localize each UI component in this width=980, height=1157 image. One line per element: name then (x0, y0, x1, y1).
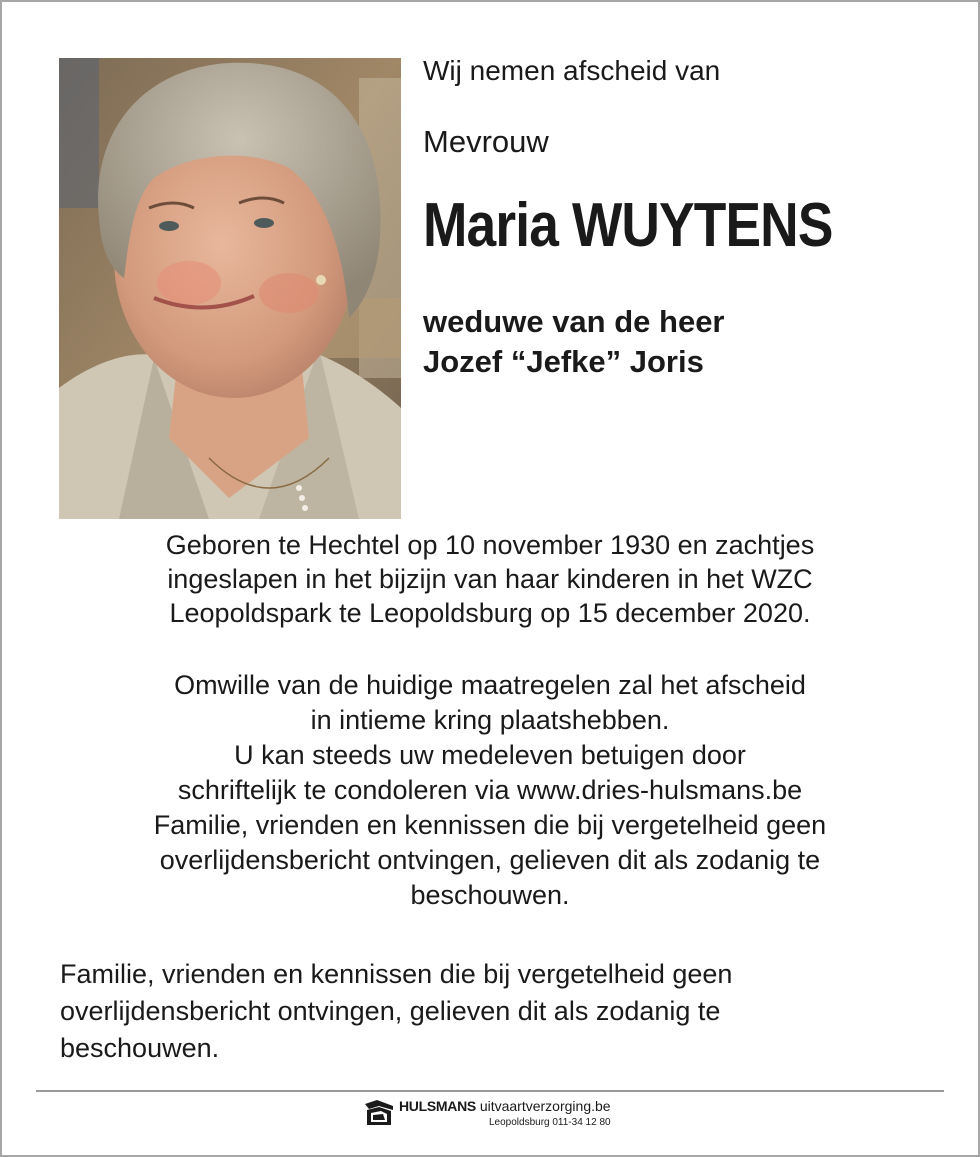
deceased-name: Maria WUYTENS (423, 191, 833, 260)
footer (363, 1098, 611, 1134)
text-line: U kan steeds uw medeleven betuigen door (234, 740, 746, 770)
footer-address: Leopoldsburg 011-34 12 80 (488, 1117, 611, 1128)
text-line: in intieme kring plaatshebben. (310, 705, 670, 735)
text-line: Familie, vrienden en kennissen die bij vergetelheid geen (153, 810, 827, 840)
footer-divider (36, 1090, 944, 1092)
text-line: overlijdensbericht ontvingen, gelieven dit als zodanig te (60, 996, 721, 1026)
text-line: Familie, vrienden en kennissen die bij vergetelheid geen (60, 959, 733, 989)
closing-paragraph (60, 956, 920, 1067)
intro-text: Wij nemen afscheid van (423, 55, 721, 86)
website-link[interactable]: uitvaartverzorging.be (479, 1098, 611, 1114)
text-line: beschouwen. (410, 880, 570, 910)
text-line: schriftelijk te condoleren via www.dries-hulsmans.be (177, 775, 803, 805)
text-line: Leopoldspark te Leopoldsburg op 15 december 2020. (169, 598, 811, 628)
portrait-photo (59, 58, 401, 519)
brand-name: HULSMANS (399, 1098, 476, 1114)
text-line: Omwille van de huidige maatregelen zal het afscheid (174, 670, 806, 700)
birth-paragraph (60, 528, 920, 630)
portrait-image (59, 58, 401, 519)
text-line: ingeslapen in het bijzijn van haar kinderen in het WZC (167, 564, 813, 594)
text-line: overlijdensbericht ontvingen, gelieven dit als zodanig te (159, 845, 821, 875)
spouse-line: weduwe van de heer (423, 304, 725, 339)
text-line: beschouwen. (60, 1033, 220, 1063)
spouse-name: Jozef “Jefke” Joris (423, 344, 704, 379)
spouse-block (423, 302, 725, 382)
text-line: Geboren te Hechtel op 10 november 1930 en zachtjes (165, 530, 815, 560)
notice-paragraph (60, 668, 920, 913)
honorific: Mevrouw (423, 124, 549, 159)
hulsmans-logo-icon (363, 1098, 395, 1128)
